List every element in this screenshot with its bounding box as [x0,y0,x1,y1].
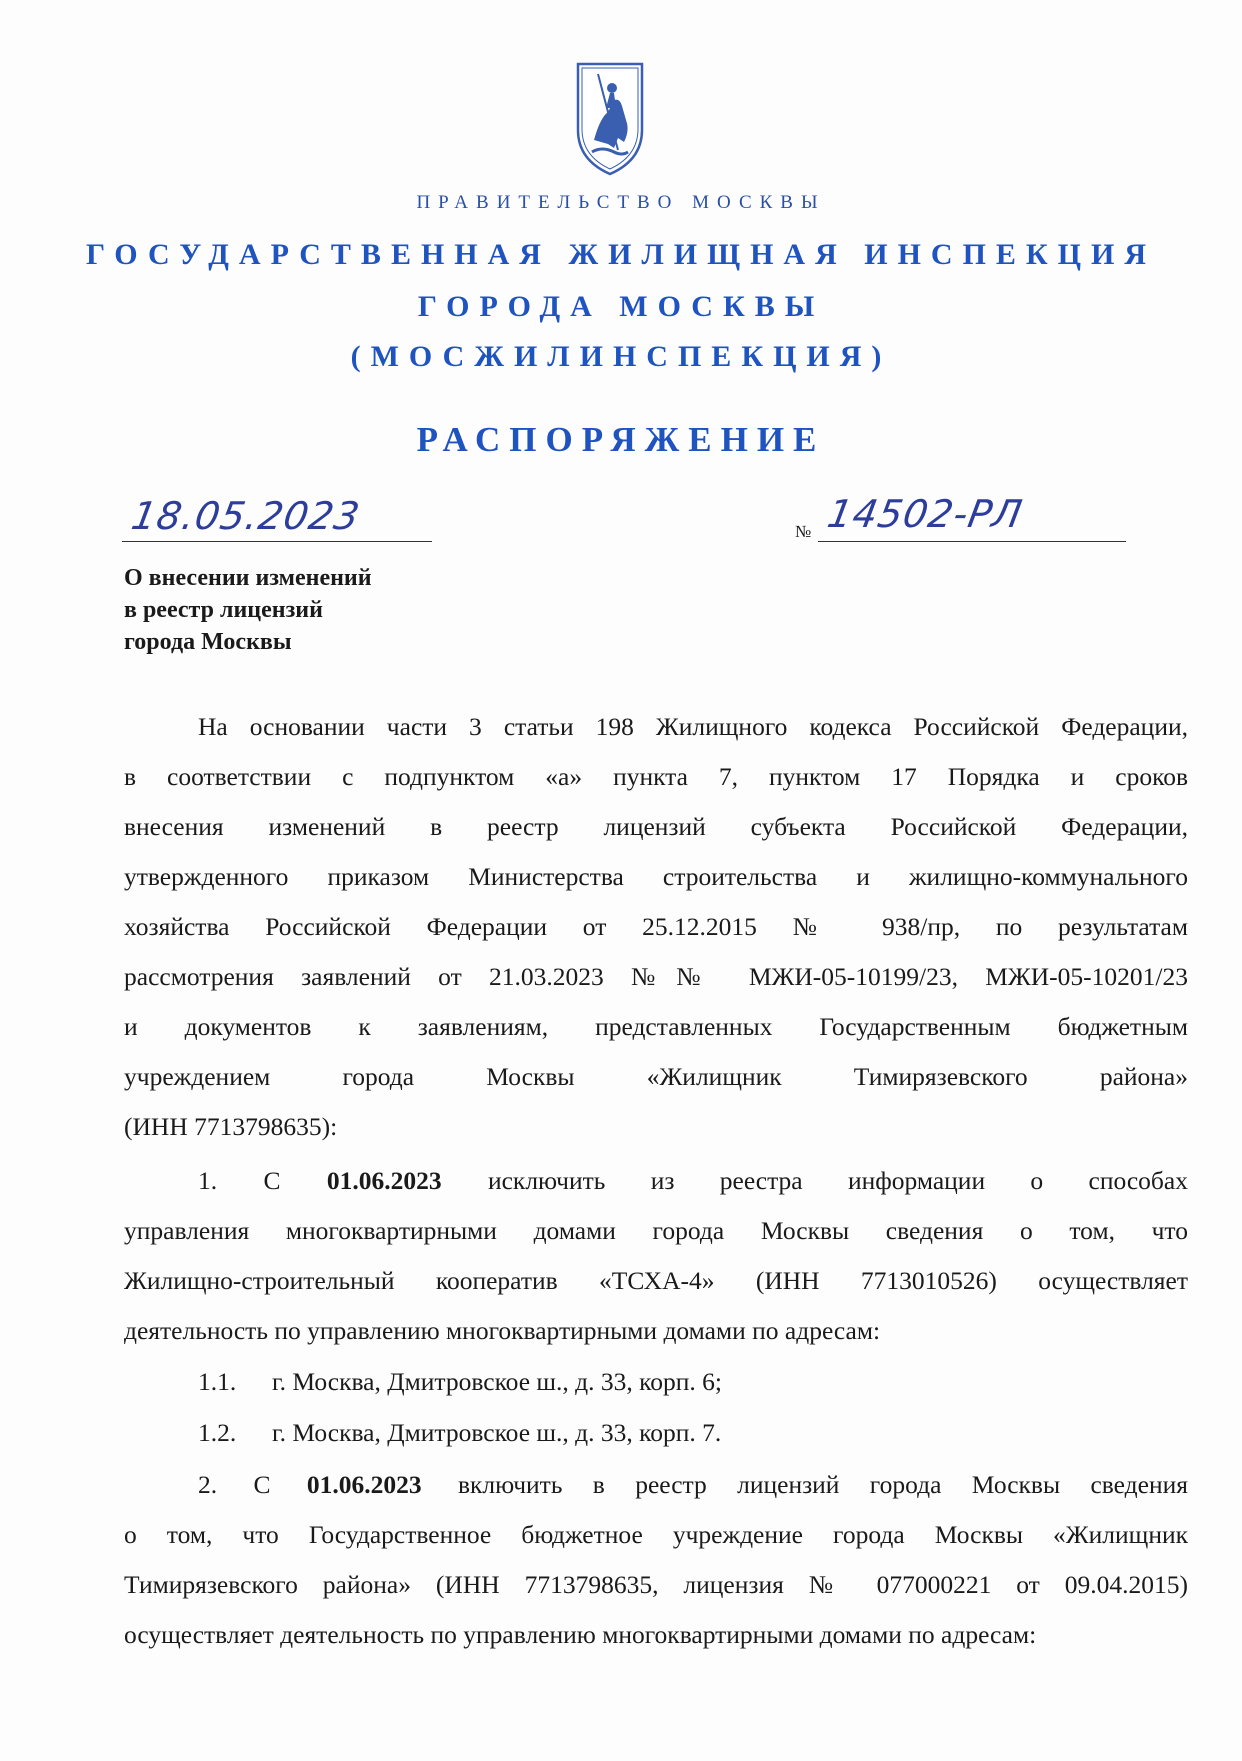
number-label: № [795,522,812,541]
body-line: Тимирязевского района» (ИНН 7713798635, лицензия № 077000221 от 09.04.2015) [124,1570,1188,1599]
document-number: 14502-РЛ [824,492,1026,536]
body-line: хозяйства Российской Федерации от 25.12.2015 № 938/пр, по результатам [124,912,1188,941]
body-line: (ИНН 7713798635): [124,1112,338,1141]
item-prefix: С [263,1166,281,1195]
item-date: 01.06.2023 [306,1470,422,1499]
body-line: в соответствии с подпунктом «а» пункта 7, пунктом 17 Порядка и сроков [124,762,1188,791]
document-subject [124,562,372,658]
government-name: ПРАВИТЕЛЬСТВО МОСКВЫ [416,192,826,213]
body-line: утвержденного приказом Министерства строительства и жилищно-коммунального [124,862,1188,891]
item-text: исключить из реестра информации о способах [487,1166,1188,1195]
body-line: о том, что Государственное бюджетное учреждение города Москвы «Жилищник [124,1520,1188,1549]
body-line: внесения изменений в реестр лицензий субъекта Российской Федерации, [124,812,1188,841]
subject-line: в реестр лицензий [124,597,323,623]
body-line: учреждением города Москвы «Жилищник Тимирязевского района» [124,1062,1188,1091]
subitem-text: г. Москва, Дмитровское ш., д. 33, корп. 7. [272,1418,722,1447]
date-underline [122,541,432,542]
document-type-title: РАСПОРЯЖЕНИЕ [416,420,826,459]
body-line: управления многоквартирными домами города Москвы сведения о том, что [124,1216,1188,1245]
item-1-heading [124,1166,1188,1196]
body-line: и документов к заявлениям, представленных Государственным бюджетным [124,1012,1188,1041]
item-2-heading [124,1470,1188,1500]
item-date: 01.06.2023 [326,1166,442,1195]
subitem-1-1 [198,1367,1242,1397]
item-number: 2. [198,1470,218,1499]
item-text: включить в реестр лицензий города Москвы сведения [457,1470,1188,1499]
subitem-text: г. Москва, Дмитровское ш., д. 33, корп. 6; [272,1367,722,1396]
body-line: На основании части 3 статьи 198 Жилищного кодекса Российской Федерации, [198,712,1188,741]
body-line: рассмотрения заявлений от 21.03.2023 №№ МЖИ-05-10199/23, МЖИ-05-10201/23 [124,962,1188,991]
item-prefix: С [253,1470,271,1499]
subject-line: О внесении изменений [124,565,372,591]
org-name-line2: ГОРОДА МОСКВЫ [417,290,825,323]
subitem-number: 1.1. [198,1367,237,1396]
subitem-number: 1.2. [198,1418,237,1447]
org-name-line1: ГОСУДАРСТВЕННАЯ ЖИЛИЩНАЯ ИНСПЕКЦИЯ [85,238,1157,271]
body-line: Жилищно-строительный кооператив «ТСХА-4» (ИНН 7713010526) осуществляет [124,1266,1188,1295]
document-date: 18.05.2023 [128,494,364,538]
body-line: деятельность по управлению многоквартирными домами по адресам: [124,1316,881,1345]
item-number: 1. [198,1166,218,1195]
subitem-1-2 [198,1418,1242,1448]
subject-line: города Москвы [124,629,292,655]
body-line: осуществляет деятельность по управлению многоквартирными домами по адресам: [124,1620,1037,1649]
moscow-coat-of-arms-icon [574,60,646,178]
number-underline [818,541,1126,542]
org-name-line3: (МОСЖИЛИНСПЕКЦИЯ) [350,340,892,373]
